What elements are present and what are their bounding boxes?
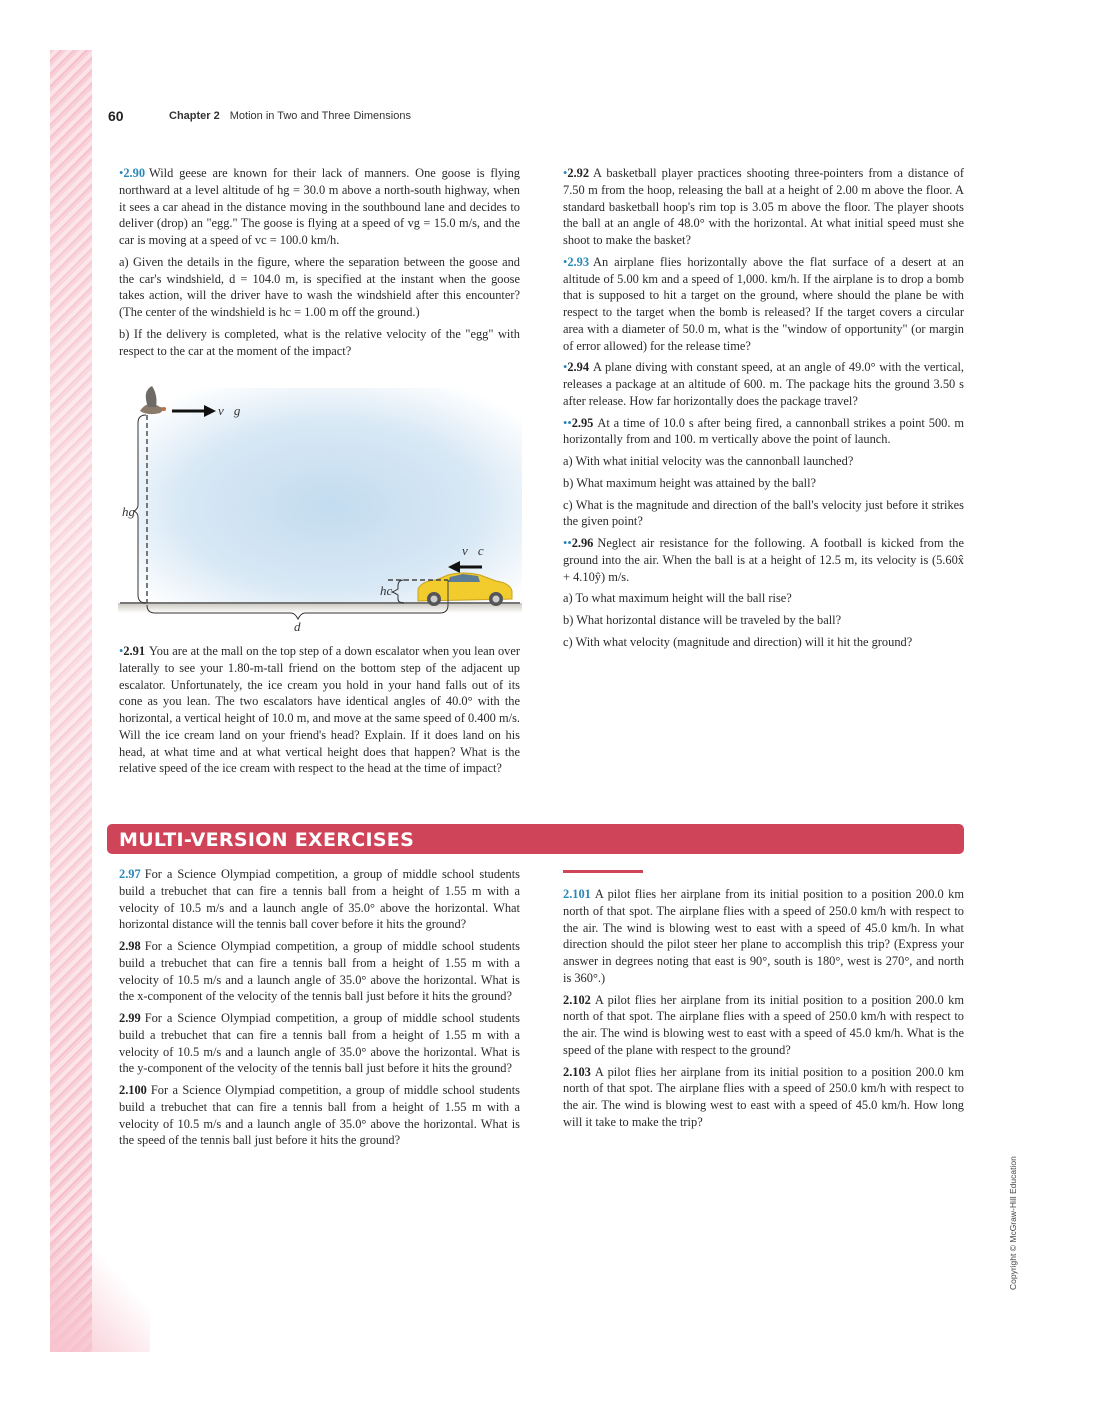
- problem-text: For a Science Olympiad competition, a group of middle school students build a trebuchet that can fire a tennis ball from a height of 1.55 m with a velocity of 10.5 m/s and a launch angle of 35.0° above the horizontal. What is the speed of the tennis ball just before it hits the ground?: [119, 1083, 520, 1148]
- difficulty-bullet: •: [119, 166, 124, 180]
- problem-number: 2.102: [563, 992, 591, 1007]
- decorative-margin-strip: [50, 50, 92, 1352]
- problem-part: b) What horizontal distance will be traveled by the ball?: [563, 613, 842, 627]
- problem-text: You are at the mall on the top step of a down escalator when you lean over laterally to see your 1.80-m-tall friend on the bottom step of the adjacent up escalator. Unfortunately, the ice cream you hold in your hand falls out of its cone as you lean. The two escalators have identical angles of 40.0° with the horizontal, a vertical height of 10.0 m, and move at the same speed of 0.400 m/s. Will the ice cream land on your friend's head? Explain. If it does land on his head, at what time and at what vertical height does that happen? What is the relative speed of the ice cream with respect to the head at the time of impact?: [119, 644, 520, 776]
- problem-part: a) Given the details in the figure, where the separation between the goose and the car's windshield, d = 104.0 m, is specified at the instant when the goose takes action, will the driver have to wash the windshield after this encounter? (The center of the windshield is hc = 1.00 m off the ground.): [119, 254, 520, 319]
- problem-number: 2.100: [119, 1083, 147, 1097]
- problem-number: 2.93: [567, 254, 590, 269]
- difficulty-bullet: •: [119, 644, 124, 658]
- problem-part: a) To what maximum height will the ball rise?: [563, 591, 792, 606]
- problem-number: 2.103: [563, 1064, 591, 1079]
- problem-text: A plane diving with constant speed, at an angle of 49.0° with the vertical, releases a package at an altitude of 600. m. The package hits the ground 3.50 s after release. How far horizontally does the package travel?: [563, 360, 964, 408]
- copyright-notice: Copyright © McGraw-Hill Education: [1008, 1156, 1018, 1290]
- ground: [118, 603, 522, 613]
- problem-2-93: [563, 254, 964, 355]
- right-column-top: [563, 165, 964, 656]
- difficulty-bullet: •: [563, 166, 568, 180]
- problem-part: c) With what velocity (magnitude and direction) will it hit the ground?: [563, 634, 913, 649]
- problem-2-103: [563, 1064, 964, 1131]
- problem-number: 2.97: [119, 867, 141, 881]
- problem-2-92: [563, 165, 964, 249]
- left-column-top: [119, 165, 520, 364]
- problem-text: A pilot flies her airplane from its initial position to a position 200.0 km north of that spot. The airplane flies with a speed of 250.0 km/h with respect to the air. The wind is blowing west to east with a speed of 45.0 km/h. How long will it take to make the trip?: [563, 1064, 964, 1129]
- label-d: d: [294, 619, 301, 634]
- problem-text: For a Science Olympiad competition, a group of middle school students build a trebuchet that can fire a tennis ball from a height of 1.55 m with a velocity of 10.5 m/s and a launch angle of 35.0° above the horizontal. What is the x-component of the velocity of the tennis ball just before it hits the ground?: [119, 939, 520, 1004]
- problem-2-95: [563, 415, 964, 449]
- decorative-margin-fade: [50, 1240, 150, 1352]
- problem-2-94: [563, 359, 964, 409]
- problem-2-101: [563, 886, 964, 987]
- label-hg: hg: [122, 504, 135, 519]
- problem-text: For a Science Olympiad competition, a group of middle school students build a trebuchet that can fire a tennis ball from a height of 1.55 m with a velocity of 10.5 m/s and a launch angle of 35.0° above the horizontal. What is the y-component of the velocity of the tennis ball just before it hits the ground?: [119, 1011, 520, 1076]
- left-column-mid: [119, 643, 520, 782]
- problem-2-97: [119, 866, 520, 933]
- label-vg: v⃗g: [218, 403, 241, 418]
- chapter-title: Motion in Two and Three Dimensions: [229, 110, 411, 122]
- problem-2-98: [119, 938, 520, 1005]
- problem-part: a) With what initial velocity was the cannonball launched?: [563, 454, 854, 468]
- problem-part: c) What is the magnitude and direction of the ball's velocity just before it strikes the given point?: [563, 497, 964, 529]
- problem-number: 2.95: [571, 415, 594, 430]
- problem-number: 2.99: [119, 1011, 141, 1025]
- problem-text: A pilot flies her airplane from its initial position to a position 200.0 km north of that spot. The airplane flies with a speed of 250.0 km/h with respect to the air. The wind is blowing west to east with a speed of 45.0 km/h. What is the speed of the plane with respect to the ground?: [563, 992, 964, 1057]
- label-hc: hc: [380, 583, 393, 598]
- problem-text: A pilot flies her airplane from its initial position to a position 200.0 km north of that spot. The airplane flies with a speed of 250.0 km/h with respect to the air. The wind is blowing west to east with a speed of 45.0 km/h. In what direction should the pilot steer her plane to accomplish this trip? (Express your answer in degrees noting that east is 90°, south is 180°, west is 270°, and north is 360°.): [563, 887, 964, 985]
- problem-text: For a Science Olympiad competition, a group of middle school students build a trebuchet that can fire a tennis ball from a height of 1.55 m with a velocity of 10.5 m/s and a launch angle of 35.0° above the horizontal. What horizontal distance will the tennis ball cover before it hits the ground?: [119, 867, 520, 932]
- page-number: 60: [108, 108, 124, 124]
- problem-number: 2.94: [567, 360, 590, 375]
- problem-text: Neglect air resistance for the following. A football is kicked from the ground into the air. When the ball is at a height of 12.5 m, its velocity is (5.60x̂ + 4.10ŷ) m/s.: [563, 536, 964, 584]
- problem-text: A basketball player practices shooting three-pointers from a distance of 7.50 m from the hoop, releasing the ball at a height of 2.00 m above the floor. A standard basketball hoop's rim top is 3.05 m above the floor. The player shoots the ball at an angle of 48.0° with the horizontal. At what initial speed must she shoot to make the basket?: [563, 166, 964, 247]
- problem-2-96: [563, 535, 964, 585]
- running-header: [169, 110, 411, 122]
- problem-part: b) What maximum height was attained by the ball?: [563, 475, 817, 490]
- problem-2-91: [119, 643, 520, 777]
- problem-number: 2.91: [123, 644, 146, 658]
- difficulty-bullet: ••: [563, 415, 572, 430]
- problem-number: 2.92: [567, 166, 590, 180]
- difficulty-bullet: •: [563, 254, 568, 269]
- difficulty-bullet: •: [563, 360, 568, 375]
- problem-text: At a time of 10.0 s after being fired, a cannonball strikes a point 500. m horizontally from and 100. m vertically above the point of launch.: [563, 415, 964, 447]
- problem-number: 2.98: [119, 939, 141, 953]
- problem-part: b) If the delivery is completed, what is the relative velocity of the "egg" with respect to the car at the moment of the impact?: [119, 326, 520, 358]
- multi-version-right: [563, 886, 964, 1136]
- problem-text: Wild geese are known for their lack of manners. One goose is flying northward at a level altitude of hg = 30.0 m above a north-south highway, when it sees a car ahead in the distance moving in the southbound lane and decides to deliver (drop) an "egg." The goose is flying at a speed of vg = 15.0 m/s, and the car is moving at a speed of vc = 100.0 km/h.: [119, 166, 520, 247]
- goose-car-figure: [118, 383, 522, 635]
- problem-number: 2.101: [563, 887, 591, 901]
- section-banner: MULTI-VERSION EXERCISES: [107, 824, 964, 854]
- chapter-label: Chapter 2: [169, 110, 220, 122]
- problem-2-102: [563, 992, 964, 1059]
- problem-2-99: [119, 1010, 520, 1077]
- difficulty-bullet: ••: [563, 536, 572, 550]
- section-divider: [563, 870, 643, 873]
- multi-version-left: [119, 866, 520, 1154]
- problem-2-100: [119, 1082, 520, 1149]
- problem-number: 2.90: [123, 166, 146, 180]
- problem-number: 2.96: [571, 536, 594, 550]
- problem-2-90: [119, 165, 520, 249]
- label-vc: v⃗c: [462, 543, 484, 558]
- problem-text: An airplane flies horizontally above the flat surface of a desert at an altitude of 5.00 km and a speed of 1,000. km/h. If the airplane is to drop a bomb that is supposed to hit a target on the ground, where should the plane be with respect to the target when the bomb is released? If the target covers a circular area with a diameter of 50.0 m, what is the "window of opportunity" (or margin of error allowed) for the release time?: [563, 254, 964, 353]
- sky-background: [138, 388, 522, 603]
